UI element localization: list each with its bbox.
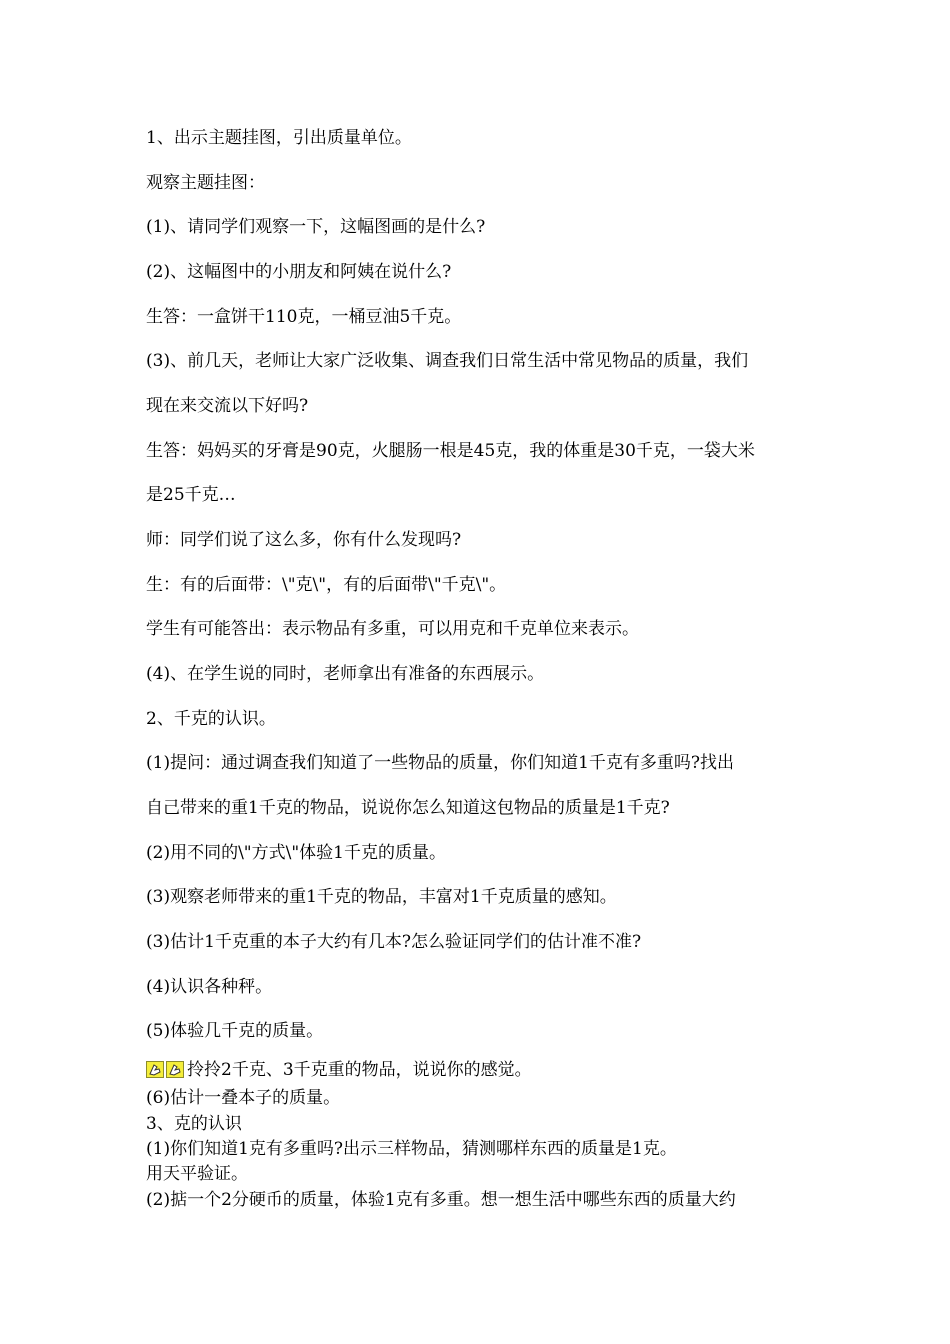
text-line: (4)、在学生说的同时，老师拿出有准备的东西展示。 [146, 664, 545, 684]
text-line: 观察主题挂图： [146, 173, 265, 193]
text-line: (1)、请同学们观察一下，这幅图画的是什么? [146, 217, 486, 237]
text-line: 现在来交流以下好吗? [146, 396, 309, 416]
text-line: 学生有可能答出：表示物品有多重，可以用克和千克单位来表示。 [146, 619, 639, 639]
text-line: 是25千克… [146, 485, 236, 505]
text-line: (3)估计1千克重的本子大约有几本?怎么验证同学们的估计准不准? [146, 932, 642, 952]
hand-icon [166, 1061, 184, 1078]
text-line: 3、克的认识 [146, 1114, 242, 1134]
text-line: (5)体验几千克的质量。 [146, 1021, 324, 1041]
icon-group [146, 1061, 186, 1078]
text-line-label: 拎拎2千克、3千克重的物品，说说你的感觉。 [187, 1060, 532, 1080]
text-line: (6)估计一叠本子的质量。 [146, 1088, 341, 1108]
text-line: (1)你们知道1克有多重吗?出示三样物品，猜测哪样东西的质量是1克。 [146, 1139, 677, 1159]
text-line: (2)掂一个2分硬币的质量，体验1克有多重。想一想生活中哪些东西的质量大约 [146, 1190, 736, 1210]
text-line: 2、千克的认识。 [146, 709, 276, 729]
text-line: 生答：妈妈买的牙膏是90克，火腿肠一根是45克，我的体重是30千克，一袋大米 [146, 441, 755, 461]
text-line: (2)用不同的\"方式\"体验1千克的质量。 [146, 843, 446, 863]
text-line: (3)观察老师带来的重1千克的物品，丰富对1千克质量的感知。 [146, 887, 617, 907]
text-line-with-icons [146, 1059, 532, 1081]
text-line: (3)、前几天，老师让大家广泛收集、调查我们日常生活中常见物品的质量，我们 [146, 351, 749, 371]
text-line: (2)、这幅图中的小朋友和阿姨在说什么? [146, 262, 452, 282]
text-line: 1、出示主题挂图，引出质量单位。 [146, 128, 412, 148]
text-line: 生：有的后面带：\"克\"，有的后面带\"千克\"。 [146, 575, 507, 595]
text-line: 用天平验证。 [146, 1164, 248, 1184]
text-line: 师：同学们说了这么多，你有什么发现吗? [146, 530, 462, 550]
text-line: 自己带来的重1千克的物品，说说你怎么知道这包物品的质量是1千克? [146, 798, 670, 818]
text-line: (1)提问：通过调查我们知道了一些物品的质量，你们知道1千克有多重吗?找出 [146, 753, 735, 773]
text-line: 生答：一盒饼干110克，一桶豆油5千克。 [146, 307, 462, 327]
text-line: (4)认识各种秤。 [146, 977, 273, 997]
hand-icon [146, 1061, 164, 1078]
